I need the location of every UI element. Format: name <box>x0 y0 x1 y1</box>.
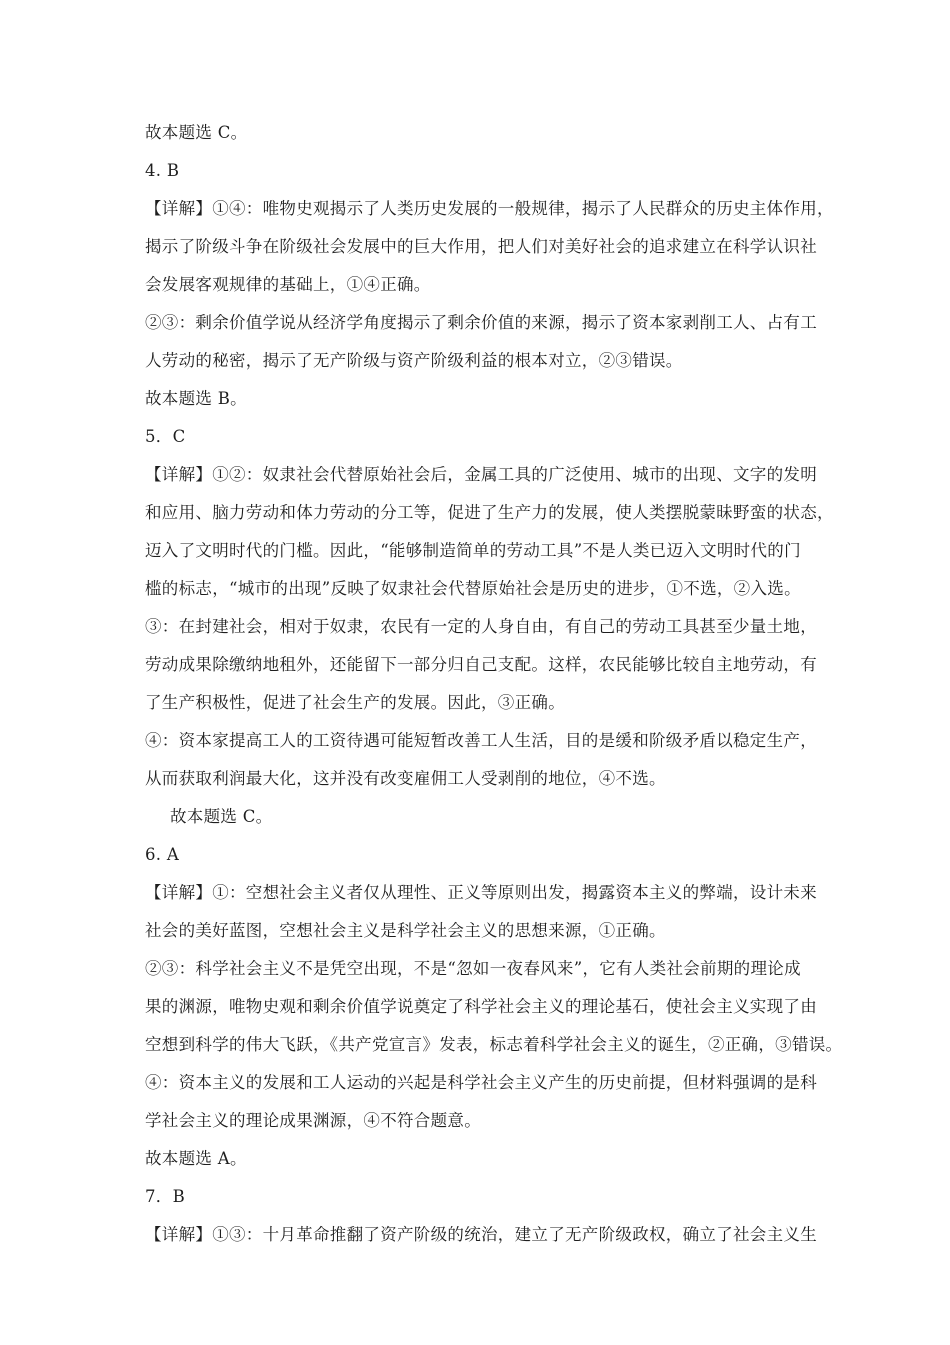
question-answer-4: 4. B <box>145 161 180 180</box>
explanation-text: 和应用、脑力劳动和体力劳动的分工等，促进了生产力的发展，使人类摆脱蒙昧野蛮的状态， <box>145 503 834 522</box>
explanation-text: 迈入了文明时代的门槛。因此，“能够制造简单的劳动工具”不是人类已迈入文明时代的门 <box>145 541 801 560</box>
question-answer-7: 7．B <box>145 1187 186 1206</box>
explanation-text: ③：在封建社会，相对于奴隶，农民有一定的人身自由，有自己的劳动工具甚至少量土地， <box>145 617 817 636</box>
answer-conclusion: 故本题选 B。 <box>145 389 247 408</box>
explanation-text: 学社会主义的理论成果渊源，④不符合题意。 <box>145 1111 481 1130</box>
explanation-text: 从而获取利润最大化，这并没有改变雇佣工人受剥削的地位，④不选。 <box>145 769 666 788</box>
answer-conclusion: 故本题选 C。 <box>145 123 248 142</box>
explanation-text: 【详解】①②：奴隶社会代替原始社会后，金属工具的广泛使用、城市的出现、文字的发明 <box>145 465 817 484</box>
explanation-text: 【详解】①④：唯物史观揭示了人类历史发展的一般规律，揭示了人民群众的历史主体作用， <box>145 199 834 218</box>
explanation-text: ②③：剩余价值学说从经济学角度揭示了剩余价值的来源，揭示了资本家剥削工人、占有工 <box>145 313 817 332</box>
answer-conclusion: 故本题选 C。 <box>170 807 273 826</box>
explanation-text: 【详解】①：空想社会主义者仅从理性、正义等原则出发，揭露资本主义的弊端，设计未来 <box>145 883 817 902</box>
explanation-text: 社会的美好蓝图，空想社会主义是科学社会主义的思想来源，①正确。 <box>145 921 666 940</box>
explanation-text: 劳动成果除缴纳地租外，还能留下一部分归自己支配。这样，农民能够比较自主地劳动，有 <box>145 655 817 674</box>
answer-conclusion: 故本题选 A。 <box>145 1149 247 1168</box>
question-answer-5: 5．C <box>145 427 186 446</box>
explanation-text: ②③：科学社会主义不是凭空出现，不是“忽如一夜春风来”，它有人类社会前期的理论成 <box>145 959 801 978</box>
explanation-text: 果的渊源，唯物史观和剩余价值学说奠定了科学社会主义的理论基石，使社会主义实现了由 <box>145 997 817 1016</box>
explanation-text: 槛的标志，“城市的出现”反映了奴隶社会代替原始社会是历史的进步，①不选，②入选。 <box>145 579 801 598</box>
explanation-text: 空想到科学的伟大飞跃，《共产党宣言》发表，标志着科学社会主义的诞生，②正确，③错误。 <box>145 1035 843 1054</box>
explanation-text: 了生产积极性，促进了社会生产的发展。因此，③正确。 <box>145 693 565 712</box>
explanation-text: 人劳动的秘密，揭示了无产阶级与资产阶级利益的根本对立，②③错误。 <box>145 351 683 370</box>
explanation-text: ④：资本家提高工人的工资待遇可能短暂改善工人生活，目的是缓和阶级矛盾以稳定生产， <box>145 731 817 750</box>
explanation-text: ④：资本主义的发展和工人运动的兴起是科学社会主义产生的历史前提，但材料强调的是科 <box>145 1073 817 1092</box>
question-answer-6: 6. A <box>145 845 180 864</box>
explanation-text: 揭示了阶级斗争在阶级社会发展中的巨大作用，把人们对美好社会的追求建立在科学认识社 <box>145 237 817 256</box>
explanation-text: 会发展客观规律的基础上，①④正确。 <box>145 275 431 294</box>
explanation-text: 【详解】①③：十月革命推翻了资产阶级的统治，建立了无产阶级政权，确立了社会主义生 <box>145 1225 817 1244</box>
